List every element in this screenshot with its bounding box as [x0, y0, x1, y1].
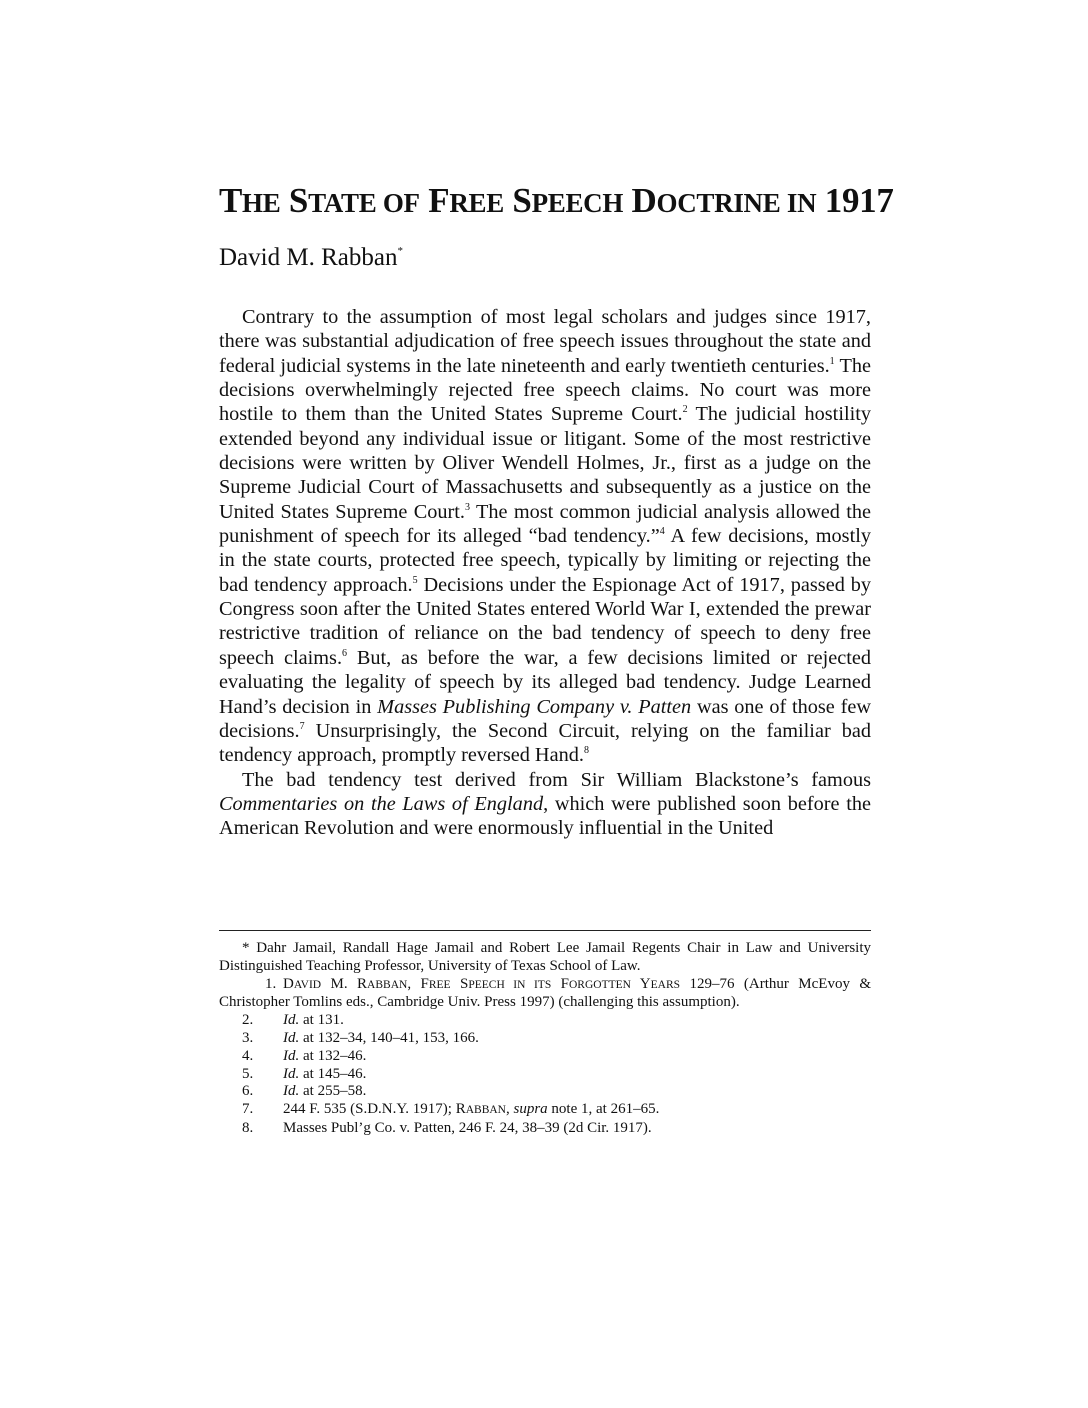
footnote-ref-3[interactable]: 3 [465, 501, 470, 513]
footnote-ref-8[interactable]: 8 [583, 745, 589, 757]
footnote-star: * Dahr Jamail, Randall Hage Jamail and Robert Lee Jamail Regents Chair in Law and University Distinguished Teaching Professor, University of Texas School of Law. [219, 940, 871, 974]
footnote-ref-2[interactable]: 2 [682, 404, 688, 416]
author-footnote-mark: * [397, 245, 403, 257]
footnotes [219, 940, 871, 1138]
author-name: David M. Rabban [219, 244, 398, 271]
article-title: THE STATE OF FREE SPEECH DOCTRINE IN 1917 [219, 181, 894, 220]
footnote-ref-4[interactable]: 4 [659, 526, 665, 538]
footnote-8: 8. Masses Publ’g Co. v. Patten, 246 F. 24, 38–39 (2d Cir. 1917). [242, 1119, 652, 1136]
footnote-divider [219, 930, 871, 931]
footnote-6: 6. Id. at 255–58. [242, 1083, 367, 1100]
author-byline [219, 243, 403, 273]
footnote-3: 3. Id. at 132–34, 140–41, 153, 166. [242, 1029, 479, 1046]
footnote-ref-5[interactable]: 5 [412, 574, 418, 586]
footnote-7: 7. 244 F. 535 (S.D.N.Y. 1917); RABBAN, supra note 1, at 261–65. [242, 1101, 660, 1118]
footnote-5: 5. Id. at 145–46. [242, 1065, 367, 1082]
body-paragraph-2: The bad tendency test derived from Sir William Blackstone’s famous Commentaries on the Laws of England, which were published soon before the American Revolution and were enormously influential in the United [219, 768, 871, 840]
body-paragraph-1: Contrary to the assumption of most legal scholars and judges since 1917, there was substantial adjudication of free speech issues throughout the state and federal judicial systems in the late nineteenth and early twentieth centuries.$^1$ The decisions overwhelmingly rejected free speech claims. No court was more hostile to them than the United States Supreme Court.$^2$ The judicial hostility extended beyond any individual issue or litigant. Some of the most restrictive decisions were written by Oliver Wendell Holmes, Jr., first as a judge on the Supreme Judicial Court of Massachusetts and subsequently as a justice on the United States Supreme Court.$^3$ The most common judicial analysis allowed the punishment of speech for its alleged “bad tendency.”$^4$ A few decisions, mostly in the state courts, protected free speech, typically by limiting or rejecting the bad tendency approach.$^5$ Decisions under the Espionage Act of 1917, passed by Congress soon after the United States entered World War I, extended the prewar restrictive tradition of reliance on the bad tendency of speech to deny free speech claims.$^6$ But, as before the war, a few decisions limited or rejected evaluating the legality of speech by its alleged bad tendency. Judge Learned Hand’s decision in Masses Publishing Company v. Patten was one of those few decisions.$^7$ Unsurprisingly, the Second Circuit, relying on the familiar bad tendency approach, promptly reversed Hand.$^8$ [219, 306, 872, 767]
footnote-4: 4. Id. at 132–46. [242, 1047, 367, 1064]
footnote-ref-1[interactable]: 1 [829, 355, 835, 367]
article-body [219, 305, 871, 841]
footnote-2: 2. Id. at 131. [242, 1012, 344, 1029]
footnote-ref-7[interactable]: 7 [299, 720, 305, 732]
footnote-1: 1. DAVID M. RABBAN, FREE SPEECH IN ITS FORGOTTEN YEARS 129–76 (Arthur McEvoy & Christopher Tomlins eds., Cambridge Univ. Press 1997) (challenging this assumption). [219, 975, 872, 1011]
footnote-ref-6[interactable]: 6 [342, 647, 348, 659]
